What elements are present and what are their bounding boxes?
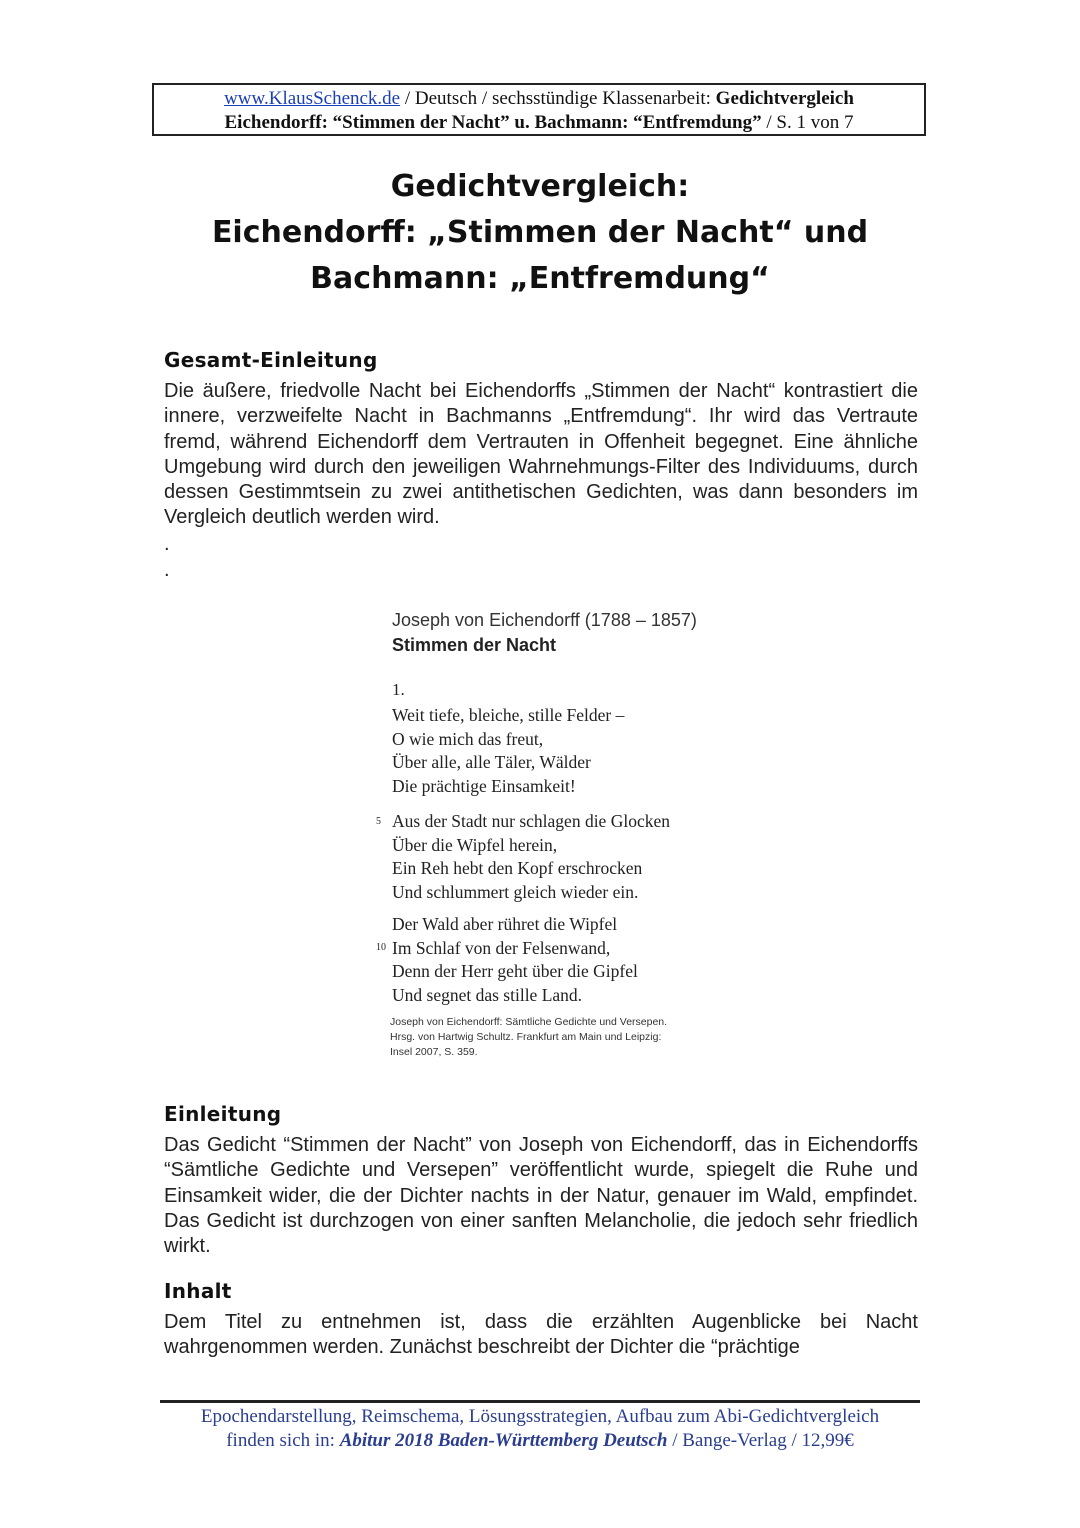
header-poems: Eichendorff: “Stimmen der Nacht” u. Bachmann: “Entfremdung” xyxy=(224,112,762,133)
poem-line: Denn der Herr geht über die Gipfel xyxy=(392,961,638,981)
footer-publisher: / Bange-Verlag / 12,99€ xyxy=(667,1430,854,1451)
separator-dot-2: . xyxy=(164,559,170,581)
footer-prefix: finden sich in: xyxy=(226,1430,340,1451)
poem-line: Aus der Stadt nur schlagen die Glocken xyxy=(392,811,670,831)
paragraph-einleitung: Das Gedicht “Stimmen der Nacht” von Joseph von Eichendorff, das in Eichendorffs “Sämtliche Gedichte und Versepen” veröffentlicht wurde, spiegelt die Ruhe und Einsamkeit wider, die der Dichter nachts in der Natur, genauer im Wald, empfindet. Das Gedicht ist durchzogen von einer sanften Melancholie, die jedoch sehr friedlich wirkt. xyxy=(164,1134,918,1258)
source-line: Insel 2007, S. 359. xyxy=(390,1046,478,1058)
page-footer xyxy=(100,1405,980,1453)
header-line-2 xyxy=(154,111,924,135)
source-line: Hrsg. von Hartwig Schultz. Frankfurt am Main und Leipzig: xyxy=(390,1031,662,1043)
page-header xyxy=(152,83,926,136)
poem-line: Weit tiefe, bleiche, stille Felder – xyxy=(392,705,625,725)
poem-author: Joseph von Eichendorff (1788 – 1857) xyxy=(392,610,697,630)
header-topic: Gedichtvergleich xyxy=(715,88,854,109)
paragraph-inhalt: Dem Titel zu entnehmen ist, dass die erzählten Augenblicke bei Nacht wahrgenommen werden. Zunächst beschreibt der Dichter die “prächtige xyxy=(164,1311,918,1359)
poem-line: Über alle, alle Täler, Wälder xyxy=(392,752,591,772)
heading-gesamt-einleitung: Gesamt-Einleitung xyxy=(164,348,378,372)
poem-stanza-3 xyxy=(392,913,638,1007)
poem-image xyxy=(376,600,721,1068)
line-number-10: 10 xyxy=(376,942,386,953)
page-title xyxy=(100,164,980,302)
poem-source xyxy=(390,1015,667,1060)
heading-inhalt: Inhalt xyxy=(164,1279,232,1303)
paragraph-gesamt-einleitung: Die äußere, friedvolle Nacht bei Eichendorffs „Stimmen der Nacht“ kontrastiert die innere, verzweifelte Nacht in Bachmanns „Entfremdung“. Ihr wird das Vertraute fremd, während Eichendorff dem Vertrauten in Offenheit begegnet. Eine ähnliche Umgebung wird durch den jeweiligen Wahrnehmungs-Filter des Individuums, durch dessen Gestimmtsein zu zwei antithetischen Gedichten, was dann besonders im Vergleich deutlich werden wird. xyxy=(164,380,918,529)
poem-part-number: 1. xyxy=(392,680,405,699)
header-page-number: / S. 1 von 7 xyxy=(761,112,854,133)
title-line-2: Eichendorff: „Stimmen der Nacht“ und xyxy=(211,215,869,250)
poem-line: Der Wald aber rühret die Wipfel xyxy=(392,914,618,934)
poem-stanza-2 xyxy=(392,810,670,904)
footer-divider xyxy=(160,1400,920,1403)
title-line-3: Bachmann: „Entfremdung“ xyxy=(310,261,770,296)
poem-stanza-1 xyxy=(392,704,624,798)
heading-einleitung: Einleitung xyxy=(164,1102,282,1126)
title-line-1: Gedichtvergleich: xyxy=(390,169,690,204)
header-line-1-text: / Deutsch / sechsstündige Klassenarbeit: xyxy=(400,88,716,109)
poem-line: Ein Reh hebt den Kopf erschrocken xyxy=(392,858,643,878)
footer-line-2 xyxy=(100,1429,980,1453)
poem-title: Stimmen der Nacht xyxy=(392,635,557,655)
poem-line: Und segnet das stille Land. xyxy=(392,984,583,1005)
poem-line: Die prächtige Einsamkeit! xyxy=(392,775,576,796)
footer-book-title: Abitur 2018 Baden-Württemberg Deutsch xyxy=(339,1430,668,1451)
poem-line: Über die Wipfel herein, xyxy=(392,834,558,855)
poem-line: Und schlummert gleich wieder ein. xyxy=(392,881,639,902)
line-number-5: 5 xyxy=(376,816,381,827)
poem-line: Im Schlaf von der Felsenwand, xyxy=(392,937,611,958)
source-line: Joseph von Eichendorff: Sämtliche Gedichte und Versepen. xyxy=(390,1016,668,1028)
header-line-1 xyxy=(154,87,924,111)
website-link[interactable]: www.KlausSchenck.de xyxy=(224,88,401,109)
poem-line: O wie mich das freut, xyxy=(392,728,544,749)
separator-dot-1: . xyxy=(164,533,170,555)
footer-line-1: Epochendarstellung, Reimschema, Lösungsstrategien, Aufbau zum Abi-Gedichtvergleich xyxy=(200,1406,880,1427)
